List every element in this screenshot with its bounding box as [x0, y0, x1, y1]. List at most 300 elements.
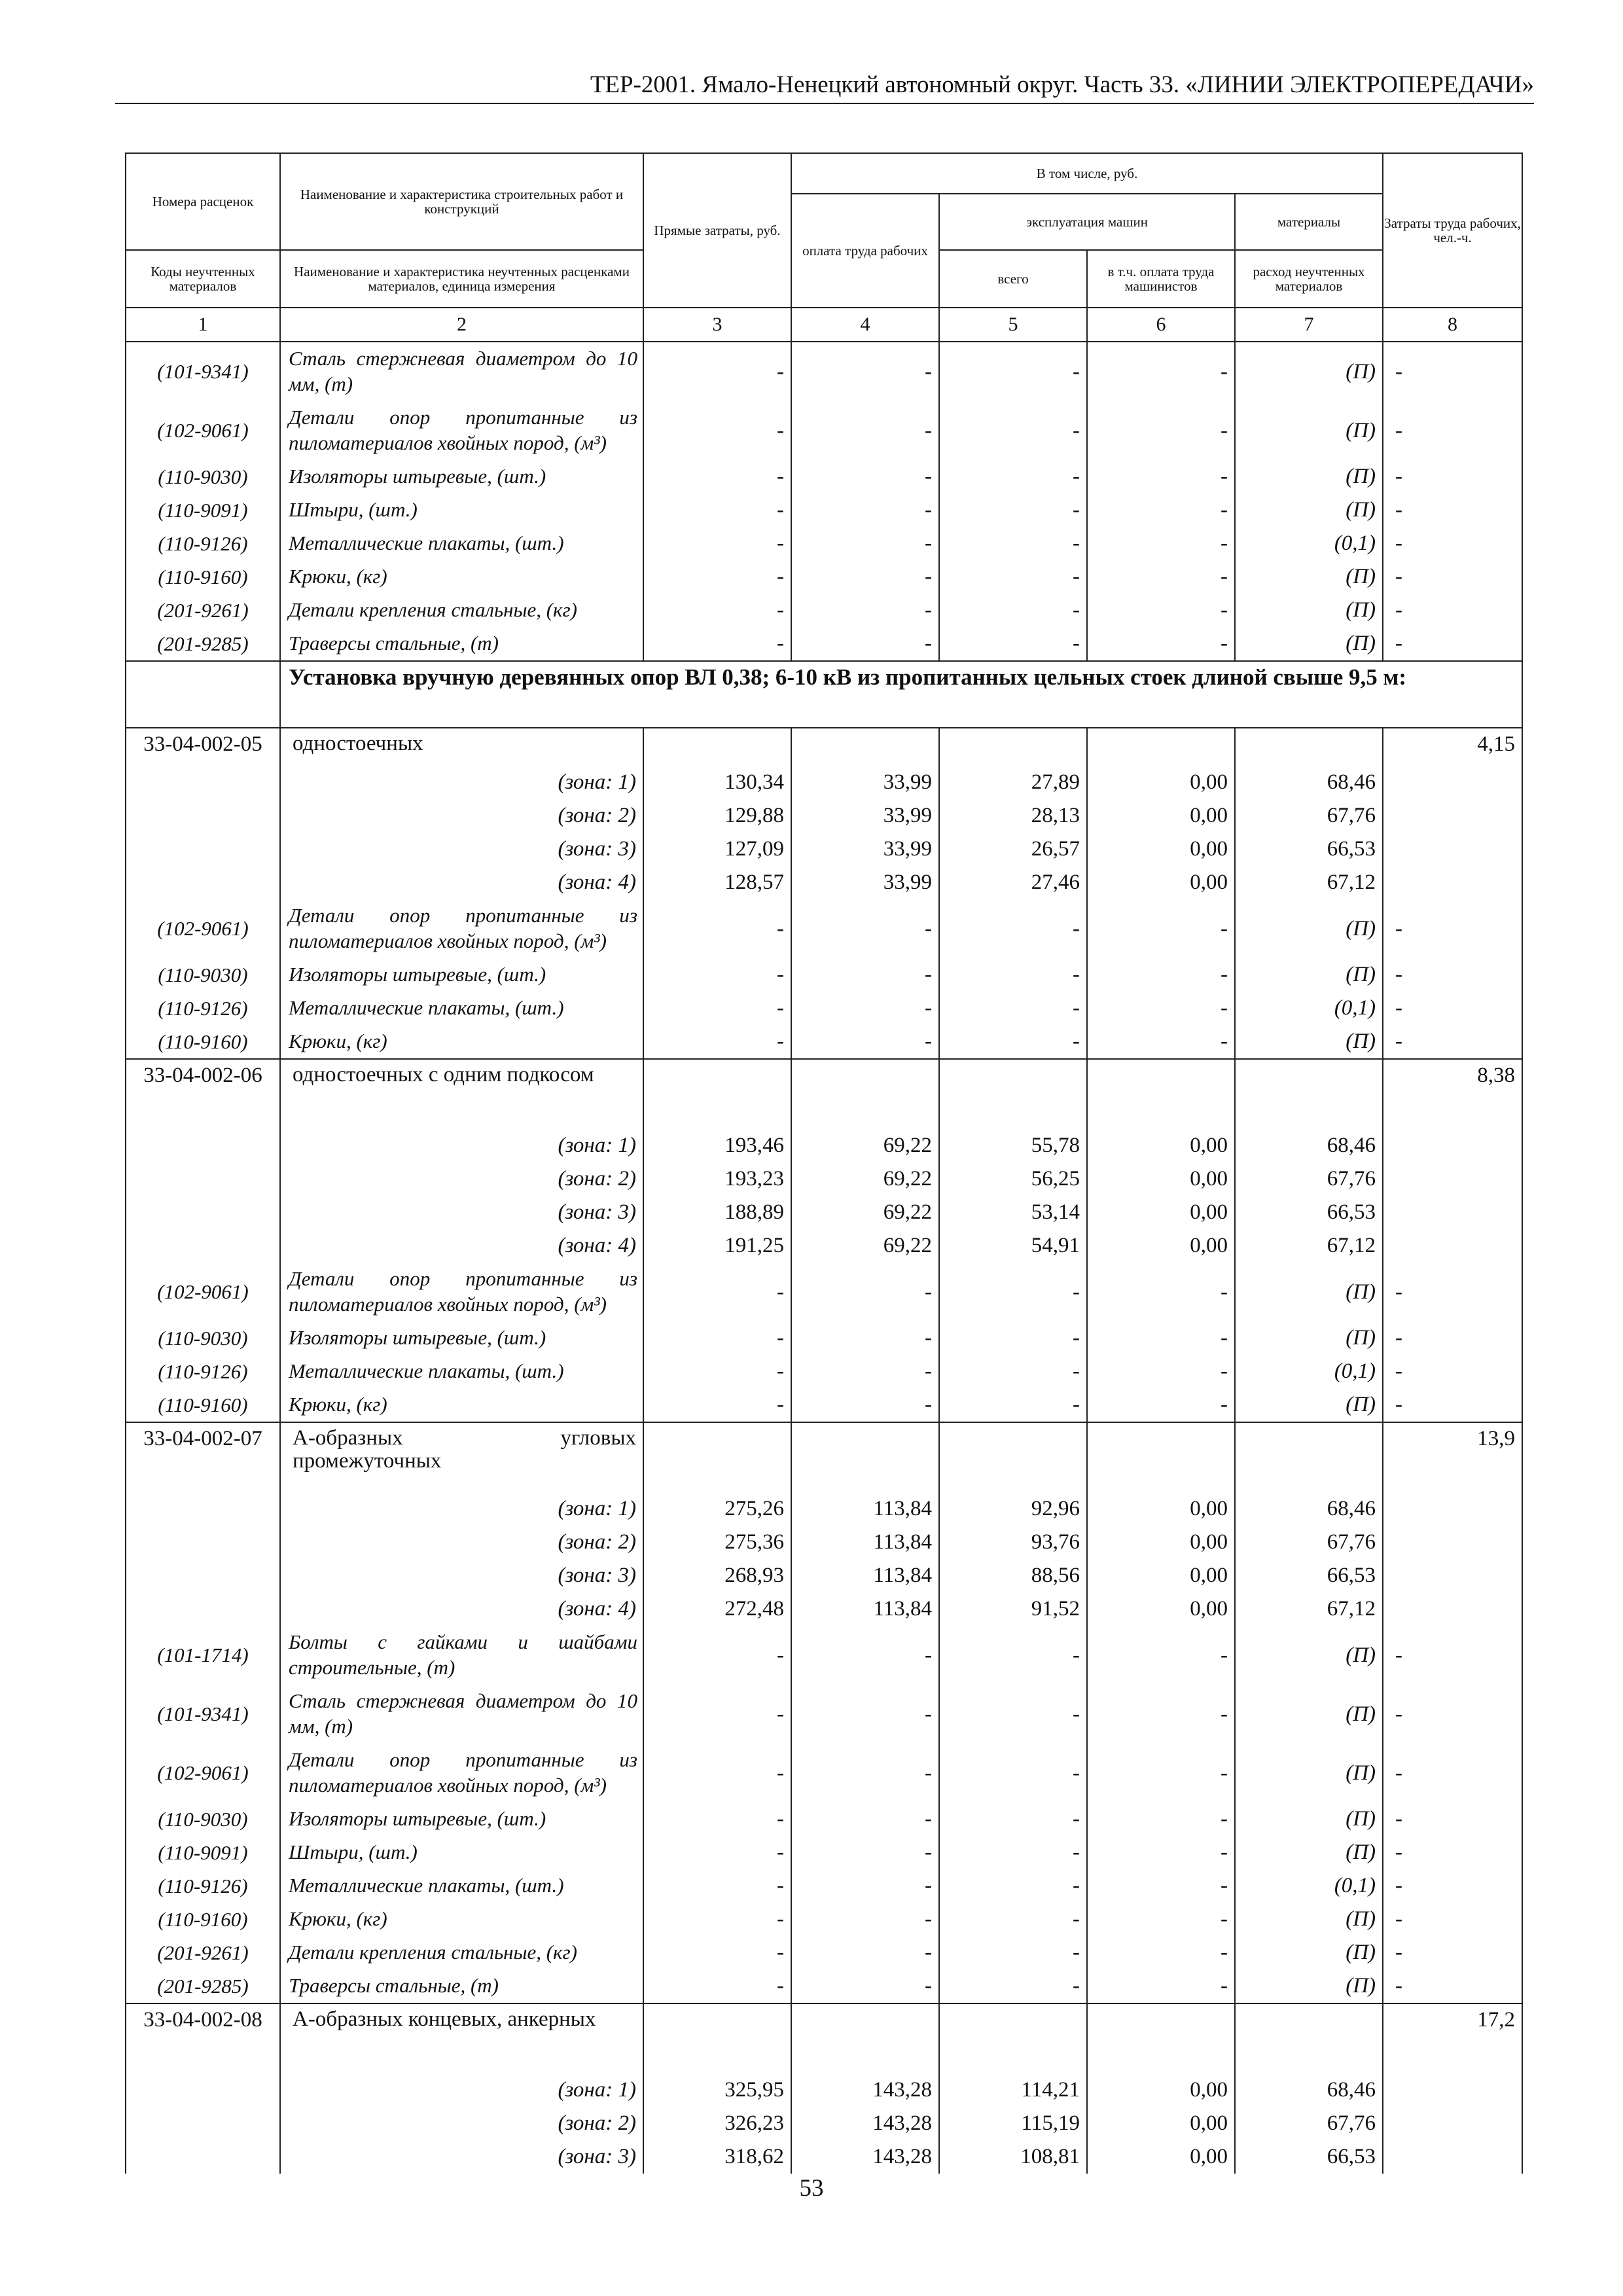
- machines-value: -: [939, 1744, 1087, 1803]
- header-rate-number: Номера расценок: [126, 153, 280, 250]
- material-name: Траверсы стальные, (т): [280, 1969, 643, 2003]
- labor-costs-value: 13,9: [1383, 1422, 1522, 1492]
- wages-value: 33,99: [791, 766, 939, 799]
- machines-value: 108,81: [939, 2140, 1087, 2174]
- header-machines-total: всего: [939, 250, 1087, 308]
- labor-value: -: [1383, 1869, 1522, 1903]
- material-row: [126, 958, 1522, 992]
- direct-cost-value: -: [643, 460, 791, 493]
- material-code: (110-9030): [126, 958, 280, 992]
- direct-cost-value: 268,93: [643, 1559, 791, 1592]
- zone-label: (зона: 2): [280, 1526, 643, 1559]
- operators-value: 0,00: [1087, 1592, 1235, 1626]
- col-number: 8: [1383, 308, 1522, 342]
- zone-row: [126, 1162, 1522, 1196]
- materials-value: 67,76: [1235, 1526, 1383, 1559]
- material-consumption-value: (П): [1235, 1626, 1383, 1685]
- material-consumption-value: (П): [1235, 1025, 1383, 1059]
- material-code: (201-9285): [126, 627, 280, 661]
- material-row: [126, 1869, 1522, 1903]
- materials-value: 68,46: [1235, 2073, 1383, 2107]
- material-name: Изоляторы штыревые, (шт.): [280, 460, 643, 493]
- zone-label: (зона: 1): [280, 1492, 643, 1526]
- direct-cost-value: -: [643, 1836, 791, 1869]
- material-code: (101-9341): [126, 342, 280, 401]
- machines-value: -: [939, 1263, 1087, 1321]
- header-wages: оплата труда рабочих: [791, 194, 939, 308]
- material-consumption-value: (П): [1235, 627, 1383, 661]
- zone-row: [126, 866, 1522, 899]
- material-row: [126, 1025, 1522, 1059]
- material-code: (101-1714): [126, 1626, 280, 1685]
- labor-value: -: [1383, 1388, 1522, 1422]
- operators-value: 0,00: [1087, 2107, 1235, 2140]
- direct-cost-value: -: [643, 1969, 791, 2003]
- wages-value: -: [791, 342, 939, 401]
- wages-value: -: [791, 1321, 939, 1355]
- labor-value: -: [1383, 958, 1522, 992]
- materials-value: 68,46: [1235, 1129, 1383, 1162]
- material-row: [126, 1744, 1522, 1803]
- material-consumption-value: (0,1): [1235, 1869, 1383, 1903]
- header-labor-costs: Затраты труда рабочих, чел.-ч.: [1383, 153, 1522, 308]
- wages-value: -: [791, 401, 939, 460]
- material-row: [126, 1969, 1522, 2003]
- wages-value: -: [791, 1025, 939, 1059]
- machines-value: 88,56: [939, 1559, 1087, 1592]
- operators-value: -: [1087, 401, 1235, 460]
- material-name: Металлические плакаты, (шт.): [280, 1355, 643, 1388]
- operators-value: 0,00: [1087, 833, 1235, 866]
- material-row: [126, 1388, 1522, 1422]
- material-code: (201-9261): [126, 1936, 280, 1969]
- wages-value: 69,22: [791, 1196, 939, 1229]
- machines-value: 53,14: [939, 1196, 1087, 1229]
- material-row: [126, 560, 1522, 594]
- wages-value: 33,99: [791, 866, 939, 899]
- material-consumption-value: (П): [1235, 1744, 1383, 1803]
- machines-value: -: [939, 1355, 1087, 1388]
- zone-row: [126, 2140, 1522, 2174]
- machines-value: 54,91: [939, 1229, 1087, 1263]
- zone-label: (зона: 4): [280, 866, 643, 899]
- machines-value: -: [939, 899, 1087, 958]
- direct-cost-value: 193,23: [643, 1162, 791, 1196]
- rate-code: 33-04-002-07: [126, 1422, 280, 1492]
- wages-value: -: [791, 1388, 939, 1422]
- wages-value: -: [791, 958, 939, 992]
- direct-cost-value: -: [643, 1744, 791, 1803]
- material-name: Сталь стержневая диаметром до 10 мм, (т): [280, 1685, 643, 1744]
- col-number: 6: [1087, 308, 1235, 342]
- wages-value: -: [791, 1803, 939, 1836]
- wages-value: 69,22: [791, 1229, 939, 1263]
- labor-value: -: [1383, 1025, 1522, 1059]
- zone-label: (зона: 1): [280, 766, 643, 799]
- material-code: (110-9091): [126, 1836, 280, 1869]
- material-row: [126, 1321, 1522, 1355]
- direct-cost-value: -: [643, 1263, 791, 1321]
- materials-value: 68,46: [1235, 766, 1383, 799]
- rate-row: [126, 1059, 1522, 1129]
- zone-row: [126, 1559, 1522, 1592]
- operators-value: -: [1087, 958, 1235, 992]
- header-machine-operators: в т.ч. оплата труда машинистов: [1087, 250, 1235, 308]
- direct-cost-value: 130,34: [643, 766, 791, 799]
- machines-value: -: [939, 1321, 1087, 1355]
- operators-value: -: [1087, 1936, 1235, 1969]
- operators-value: 0,00: [1087, 1526, 1235, 1559]
- material-code: (110-9091): [126, 493, 280, 527]
- operators-value: -: [1087, 1321, 1235, 1355]
- material-row: [126, 1626, 1522, 1685]
- material-row: [126, 1836, 1522, 1869]
- wages-value: -: [791, 1836, 939, 1869]
- operators-value: 0,00: [1087, 1492, 1235, 1526]
- wages-value: 69,22: [791, 1162, 939, 1196]
- operators-value: -: [1087, 1744, 1235, 1803]
- direct-cost-value: 325,95: [643, 2073, 791, 2107]
- zone-label: (зона: 3): [280, 1196, 643, 1229]
- wages-value: 143,28: [791, 2107, 939, 2140]
- operators-value: -: [1087, 1903, 1235, 1936]
- material-name: Болты с гайками и шайбами строительные, (т): [280, 1626, 643, 1685]
- wages-value: -: [791, 460, 939, 493]
- zone-label: (зона: 4): [280, 1229, 643, 1263]
- zone-row: [126, 1196, 1522, 1229]
- direct-cost-value: 275,36: [643, 1526, 791, 1559]
- material-name: Детали крепления стальные, (кг): [280, 1936, 643, 1969]
- direct-cost-value: -: [643, 594, 791, 627]
- materials-value: 68,46: [1235, 1492, 1383, 1526]
- material-row: [126, 401, 1522, 460]
- operators-value: -: [1087, 594, 1235, 627]
- material-name: Детали опор пропитанные из пиломатериалов хвойных пород, (м³): [280, 1263, 643, 1321]
- operators-value: -: [1087, 899, 1235, 958]
- labor-value: -: [1383, 1685, 1522, 1744]
- header-material-consumption: расход неучтенных материалов: [1235, 250, 1383, 308]
- operators-value: -: [1087, 527, 1235, 560]
- direct-cost-value: -: [643, 527, 791, 560]
- header-direct-costs: Прямые затраты, руб.: [643, 153, 791, 308]
- zone-row: [126, 1592, 1522, 1626]
- material-row: [126, 342, 1522, 401]
- operators-value: -: [1087, 1263, 1235, 1321]
- machines-value: -: [939, 992, 1087, 1025]
- rate-name: А-образных концевых, анкерных: [280, 2003, 643, 2073]
- header-work-name: Наименование и характеристика строительных работ и конструкций: [280, 153, 643, 250]
- operators-value: 0,00: [1087, 1196, 1235, 1229]
- direct-cost-value: -: [643, 1685, 791, 1744]
- rate-row: [126, 2003, 1522, 2073]
- wages-value: -: [791, 1626, 939, 1685]
- rate-code: 33-04-002-08: [126, 2003, 280, 2073]
- machines-value: -: [939, 1685, 1087, 1744]
- zone-row: [126, 1526, 1522, 1559]
- labor-value: -: [1383, 1803, 1522, 1836]
- machines-value: -: [939, 1836, 1087, 1869]
- machines-value: -: [939, 958, 1087, 992]
- material-code: (102-9061): [126, 1744, 280, 1803]
- header-including: В том числе, руб.: [791, 153, 1383, 194]
- operators-value: -: [1087, 460, 1235, 493]
- operators-value: -: [1087, 493, 1235, 527]
- material-consumption-value: (П): [1235, 1803, 1383, 1836]
- direct-cost-value: -: [643, 958, 791, 992]
- wages-value: 113,84: [791, 1526, 939, 1559]
- direct-cost-value: 275,26: [643, 1492, 791, 1526]
- operators-value: 0,00: [1087, 799, 1235, 833]
- machines-value: 92,96: [939, 1492, 1087, 1526]
- labor-value: -: [1383, 460, 1522, 493]
- material-consumption-value: (П): [1235, 1388, 1383, 1422]
- material-code: (201-9261): [126, 594, 280, 627]
- wages-value: -: [791, 493, 939, 527]
- rate-code: 33-04-002-06: [126, 1059, 280, 1129]
- labor-costs-value: 17,2: [1383, 2003, 1522, 2073]
- material-name: Металлические плакаты, (шт.): [280, 1869, 643, 1903]
- material-code: (110-9126): [126, 992, 280, 1025]
- machines-value: 93,76: [939, 1526, 1087, 1559]
- labor-value: -: [1383, 899, 1522, 958]
- direct-cost-value: -: [643, 560, 791, 594]
- operators-value: -: [1087, 1388, 1235, 1422]
- operators-value: -: [1087, 1869, 1235, 1903]
- material-consumption-value: (П): [1235, 958, 1383, 992]
- material-consumption-value: (П): [1235, 493, 1383, 527]
- direct-cost-value: -: [643, 1936, 791, 1969]
- material-consumption-value: (П): [1235, 1836, 1383, 1869]
- material-consumption-value: (П): [1235, 1936, 1383, 1969]
- machines-value: 115,19: [939, 2107, 1087, 2140]
- operators-value: -: [1087, 1355, 1235, 1388]
- zone-row: [126, 1229, 1522, 1263]
- direct-cost-value: 318,62: [643, 2140, 791, 2174]
- machines-value: 56,25: [939, 1162, 1087, 1196]
- operators-value: 0,00: [1087, 2073, 1235, 2107]
- material-consumption-value: (П): [1235, 594, 1383, 627]
- material-code: (110-9030): [126, 460, 280, 493]
- material-consumption-value: (П): [1235, 560, 1383, 594]
- material-row: [126, 992, 1522, 1025]
- material-name: Изоляторы штыревые, (шт.): [280, 958, 643, 992]
- direct-cost-value: -: [643, 992, 791, 1025]
- header-material-names: Наименование и характеристика неучтенных расценками материалов, единица измерения: [280, 250, 643, 308]
- operators-value: -: [1087, 1685, 1235, 1744]
- material-consumption-value: (0,1): [1235, 527, 1383, 560]
- material-row: [126, 1803, 1522, 1836]
- zone-label: (зона: 1): [280, 1129, 643, 1162]
- col-number: 3: [643, 308, 791, 342]
- rates-table: [125, 152, 1523, 2174]
- machines-value: -: [939, 560, 1087, 594]
- rate-name: одностоечных с одним подкосом: [280, 1059, 643, 1129]
- operators-value: -: [1087, 992, 1235, 1025]
- machines-value: 28,13: [939, 799, 1087, 833]
- wages-value: -: [791, 1685, 939, 1744]
- rate-name: одностоечных: [280, 728, 643, 766]
- machines-value: -: [939, 594, 1087, 627]
- labor-value: -: [1383, 992, 1522, 1025]
- material-consumption-value: (П): [1235, 1685, 1383, 1744]
- material-row: [126, 594, 1522, 627]
- materials-value: 66,53: [1235, 1196, 1383, 1229]
- col-number: 4: [791, 308, 939, 342]
- material-consumption-value: (0,1): [1235, 1355, 1383, 1388]
- header-machines: эксплуатация машин: [939, 194, 1235, 250]
- wages-value: 33,99: [791, 833, 939, 866]
- col-number: 2: [280, 308, 643, 342]
- materials-value: 66,53: [1235, 833, 1383, 866]
- direct-cost-value: -: [643, 627, 791, 661]
- labor-value: -: [1383, 342, 1522, 401]
- labor-value: -: [1383, 627, 1522, 661]
- labor-value: -: [1383, 1836, 1522, 1869]
- direct-cost-value: 272,48: [643, 1592, 791, 1626]
- labor-value: -: [1383, 493, 1522, 527]
- wages-value: 113,84: [791, 1492, 939, 1526]
- material-code: (110-9030): [126, 1321, 280, 1355]
- machines-value: -: [939, 401, 1087, 460]
- wages-value: -: [791, 1936, 939, 1969]
- operators-value: -: [1087, 1836, 1235, 1869]
- wages-value: -: [791, 1903, 939, 1936]
- wages-value: -: [791, 1263, 939, 1321]
- material-consumption-value: (П): [1235, 1969, 1383, 2003]
- direct-cost-value: 193,46: [643, 1129, 791, 1162]
- machines-value: -: [939, 342, 1087, 401]
- rate-name: А-образных угловых промежуточных: [280, 1422, 643, 1492]
- material-name: Крюки, (кг): [280, 1388, 643, 1422]
- zone-label: (зона: 2): [280, 2107, 643, 2140]
- material-name: Штыри, (шт.): [280, 1836, 643, 1869]
- rate-code: 33-04-002-05: [126, 728, 280, 766]
- material-name: Детали опор пропитанные из пиломатериалов хвойных пород, (м³): [280, 1744, 643, 1803]
- table-header: [126, 153, 1522, 342]
- wages-value: 113,84: [791, 1592, 939, 1626]
- material-name: Детали опор пропитанные из пиломатериалов хвойных пород, (м³): [280, 401, 643, 460]
- page-number: 53: [799, 2175, 824, 2202]
- material-name: Сталь стержневая диаметром до 10 мм, (т): [280, 342, 643, 401]
- direct-cost-value: 127,09: [643, 833, 791, 866]
- wages-value: 69,22: [791, 1129, 939, 1162]
- material-name: Траверсы стальные, (т): [280, 627, 643, 661]
- zone-label: (зона: 3): [280, 833, 643, 866]
- direct-cost-value: -: [643, 342, 791, 401]
- wages-value: 113,84: [791, 1559, 939, 1592]
- material-name: Детали крепления стальные, (кг): [280, 594, 643, 627]
- rate-row: [126, 728, 1522, 766]
- operators-value: 0,00: [1087, 2140, 1235, 2174]
- operators-value: -: [1087, 342, 1235, 401]
- operators-value: -: [1087, 1626, 1235, 1685]
- material-code: (110-9160): [126, 560, 280, 594]
- machines-value: -: [939, 527, 1087, 560]
- labor-value: -: [1383, 401, 1522, 460]
- direct-cost-value: -: [643, 899, 791, 958]
- zone-row: [126, 2073, 1522, 2107]
- zone-row: [126, 799, 1522, 833]
- machines-value: -: [939, 1388, 1087, 1422]
- operators-value: 0,00: [1087, 1162, 1235, 1196]
- header-materials: материалы: [1235, 194, 1383, 250]
- zone-row: [126, 766, 1522, 799]
- direct-cost-value: -: [643, 1321, 791, 1355]
- material-name: Металлические плакаты, (шт.): [280, 992, 643, 1025]
- labor-value: -: [1383, 1744, 1522, 1803]
- labor-value: -: [1383, 1321, 1522, 1355]
- materials-value: 66,53: [1235, 2140, 1383, 2174]
- direct-cost-value: -: [643, 401, 791, 460]
- material-row: [126, 460, 1522, 493]
- machines-value: -: [939, 1626, 1087, 1685]
- direct-cost-value: -: [643, 1626, 791, 1685]
- machines-value: 114,21: [939, 2073, 1087, 2107]
- col-number: 7: [1235, 308, 1383, 342]
- material-code: (102-9061): [126, 899, 280, 958]
- wages-value: 143,28: [791, 2073, 939, 2107]
- labor-value: -: [1383, 527, 1522, 560]
- material-name: Крюки, (кг): [280, 560, 643, 594]
- labor-value: -: [1383, 1936, 1522, 1969]
- material-row: [126, 493, 1522, 527]
- wages-value: -: [791, 1744, 939, 1803]
- material-consumption-value: (П): [1235, 460, 1383, 493]
- machines-value: -: [939, 1025, 1087, 1059]
- materials-value: 67,12: [1235, 866, 1383, 899]
- machines-value: 91,52: [939, 1592, 1087, 1626]
- col-number: 5: [939, 308, 1087, 342]
- zone-row: [126, 1129, 1522, 1162]
- material-name: Детали опор пропитанные из пиломатериалов хвойных пород, (м³): [280, 899, 643, 958]
- machines-value: -: [939, 1803, 1087, 1836]
- header-material-codes: Коды неучтенных материалов: [126, 250, 280, 308]
- material-code: (102-9061): [126, 1263, 280, 1321]
- wages-value: -: [791, 899, 939, 958]
- material-row: [126, 1263, 1522, 1321]
- operators-value: -: [1087, 1025, 1235, 1059]
- material-consumption-value: (П): [1235, 1321, 1383, 1355]
- machines-value: -: [939, 1969, 1087, 2003]
- wages-value: -: [791, 594, 939, 627]
- wages-value: -: [791, 992, 939, 1025]
- section-title: Установка вручную деревянных опор ВЛ 0,38; 6-10 кВ из пропитанных цельных стоек длиной свыше 9,5 м:: [280, 661, 1522, 728]
- machines-value: -: [939, 1869, 1087, 1903]
- labor-value: -: [1383, 560, 1522, 594]
- materials-value: 67,76: [1235, 2107, 1383, 2140]
- material-consumption-value: (П): [1235, 899, 1383, 958]
- wages-value: -: [791, 560, 939, 594]
- wages-value: 33,99: [791, 799, 939, 833]
- table-body: [126, 342, 1522, 2174]
- zone-row: [126, 2107, 1522, 2140]
- labor-value: -: [1383, 1626, 1522, 1685]
- material-code: (110-9160): [126, 1388, 280, 1422]
- materials-value: 66,53: [1235, 1559, 1383, 1592]
- wages-value: 143,28: [791, 2140, 939, 2174]
- material-name: Штыри, (шт.): [280, 493, 643, 527]
- wages-value: -: [791, 1869, 939, 1903]
- direct-cost-value: -: [643, 1803, 791, 1836]
- machines-value: -: [939, 493, 1087, 527]
- direct-cost-value: 326,23: [643, 2107, 791, 2140]
- material-code: (110-9160): [126, 1025, 280, 1059]
- operators-value: 0,00: [1087, 766, 1235, 799]
- labor-costs-value: 4,15: [1383, 728, 1522, 766]
- material-row: [126, 1936, 1522, 1969]
- direct-cost-value: -: [643, 493, 791, 527]
- direct-cost-value: -: [643, 1869, 791, 1903]
